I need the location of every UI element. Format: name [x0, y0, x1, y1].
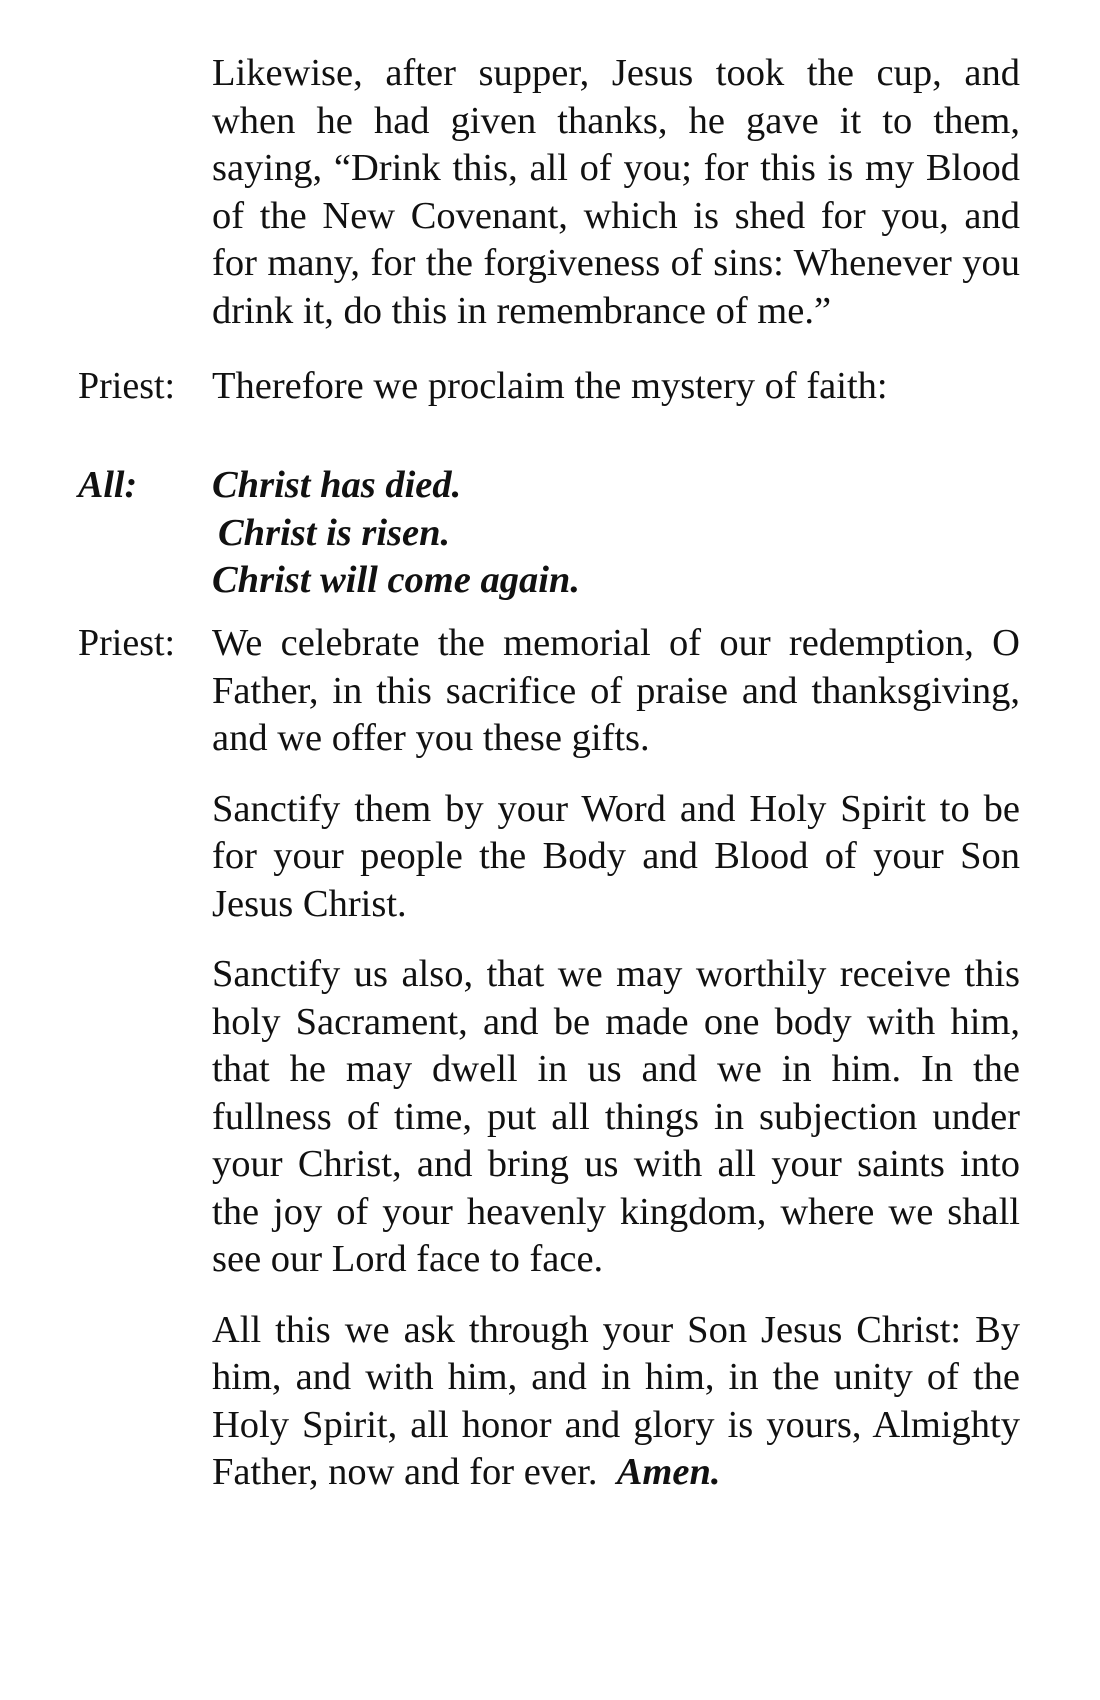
- acclamation-line: Christ is risen.: [218, 511, 451, 554]
- memorial-block: [78, 620, 1020, 1497]
- speaker-label-priest: Priest:: [78, 365, 176, 407]
- speaker-label-all: All:: [78, 464, 138, 506]
- amen-response: Amen.: [616, 1451, 721, 1493]
- doxology-paragraph: [212, 1307, 1020, 1497]
- institution-cup-text: Likewise, after supper, Jesus took the cup, and when he had given thanks, he gave it to them, saying, “Drink this, all of you; for this is my Blood of the New Covenant, which is shed for you, and for many, for the forgiveness of sins: Whenever you drink it, do this in remembrance of me.”: [212, 52, 1020, 332]
- acclamation-line: Christ will come again.: [212, 559, 580, 601]
- acclamation-block: [78, 462, 1020, 605]
- speaker-label-priest: Priest:: [78, 622, 176, 664]
- acclamation-response: [212, 462, 1020, 605]
- mystery-of-faith-block: [78, 363, 1020, 411]
- memorial-paragraph: Sanctify us also, that we may worthily receive this holy Sacrament, and be made one body with him, that he may dwell in us and we in him. In the fullness of time, put all things in subjection under your Christ, and bring us with all your saints into the joy of your heavenly kingdom, where we shall see our Lord face to face.: [212, 953, 1020, 1280]
- memorial-body: [212, 620, 1020, 1497]
- memorial-paragraph: Sanctify them by your Word and Holy Spirit to be for your people the Body and Blood of your Son Jesus Christ.: [212, 787, 1020, 925]
- doxology-text: All this we ask through your Son Jesus Christ: By him, and with him, and in him, in the unity of the Holy Spirit, all honor and glory is yours, Almighty Father, now and for ever.: [212, 1308, 1020, 1493]
- institution-cup-block: [78, 50, 1020, 335]
- mystery-of-faith-text: Therefore we proclaim the mystery of faith:: [212, 365, 888, 407]
- memorial-paragraph: We celebrate the memorial of our redemption, O Father, in this sacrifice of praise and thanksgiving, and we offer you these gifts.: [212, 622, 1020, 759]
- acclamation-line: Christ has died.: [212, 464, 462, 506]
